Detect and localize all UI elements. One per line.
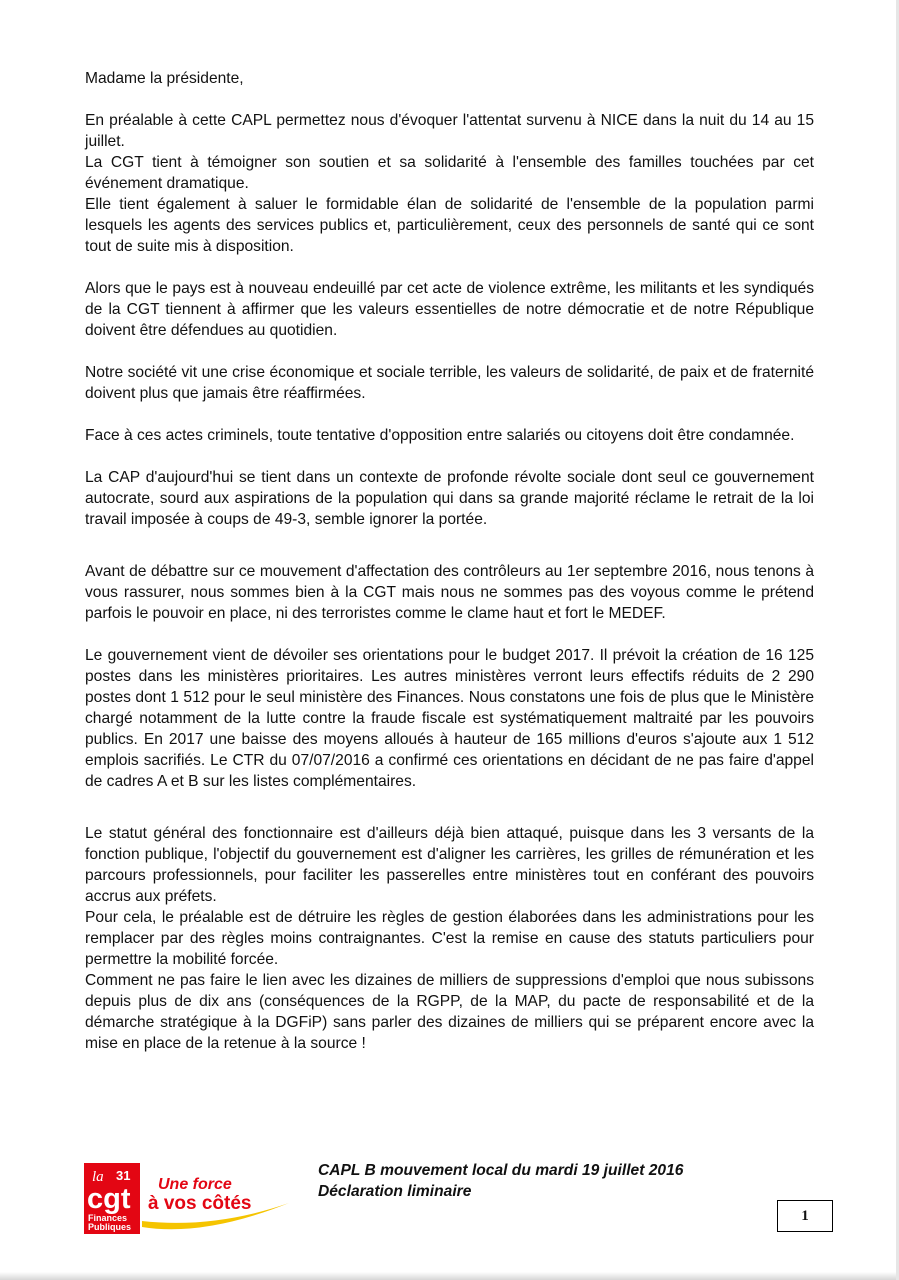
logo-slogan-2: à vos côtés xyxy=(148,1193,252,1214)
logo-badge-main: cgt xyxy=(87,1183,131,1215)
paragraph-6: Face à ces actes criminels, toute tentative d'opposition entre salariés ou citoyens doit être condamnée. xyxy=(85,427,795,444)
paragraph-10: Le statut général des fonctionnaire est d'ailleurs déjà bien attaqué, puisque dans les 3 versants de la fonction publique, l'objectif du gouvernement est d'aligner les carrières, les grilles de rémunération et les parcours professionnels, pour faciliter les passerelles entre ministères tout en conférant des pouvoirs accrus aux préfets. xyxy=(85,825,814,905)
page-bottom-edge xyxy=(0,1272,899,1280)
logo-badge-sub1: Finances xyxy=(88,1213,128,1223)
footer-title-line-2: Déclaration liminaire xyxy=(318,1183,472,1200)
logo-slogan-1: Une force xyxy=(158,1176,232,1193)
paragraph-7: La CAP d'aujourd'hui se tient dans un contexte de profonde révolte sociale dont seul ce gouvernement autocrate, sourd aux aspirations de la population qui dans sa grande majorité réclame le retrait de la loi travail imposée à coups de 49-3, semble ignorer la portée. xyxy=(85,469,814,528)
paragraph-11: Pour cela, le préalable est de détruire les règles de gestion élaborées dans les administrations pour les remplacer par des règles moins contraignantes. C'est la remise en cause des statuts particuliers pour permettre la mobilité forcée. xyxy=(85,909,814,968)
logo-badge-dept: 31 xyxy=(116,1168,131,1183)
paragraph-9: Le gouvernement vient de dévoiler ses orientations pour le budget 2017. Il prévoit la création de 16 125 postes dans les ministères prioritaires. Les autres ministères verront leurs effectifs réduits de 2 290 postes dont 1 512 pour le seul ministère des Finances. Nous constatons une fois de plus que le Ministère chargé notamment de la lutte contre la fraude fiscale est systématiquement maltraité par les pouvoirs publics. En 2017 une baisse des moyens alloués à hauteur de 165 millions d'euros s'ajoute aux 1 512 emplois sacrifiés. Le CTR du 07/07/2016 a confirmé ces orientations en décidant de ne pas faire d'appel de cadres A et B sur les listes complémentaires. xyxy=(85,647,814,790)
paragraph-2: La CGT tient à témoigner son soutien et sa solidarité à l'ensemble des familles touchées par cet événement dramatique. xyxy=(85,154,814,192)
cgt-logo xyxy=(84,1163,299,1235)
paragraph-3: Elle tient également à saluer le formidable élan de solidarité de l'ensemble de la population parmi lesquels les agents des services publics et, particulièrement, ceux des personnels de santé qui ce sont tout de suite mis à disposition. xyxy=(85,196,814,255)
paragraph-5: Notre société vit une crise économique et sociale terrible, les valeurs de solidarité, de paix et de fraternité doivent plus que jamais être réaffirmées. xyxy=(85,364,814,402)
paragraph-1: En préalable à cette CAPL permettez nous d'évoquer l'attentat survenu à NICE dans la nuit du 14 au 15 juillet. xyxy=(85,112,814,150)
letter-body xyxy=(85,68,814,1054)
page-number-box: 1 xyxy=(777,1200,833,1232)
paragraph-12: Comment ne pas faire le lien avec les dizaines de milliers de suppressions d'emploi que nous subissons depuis plus de dix ans (conséquences de la RGPP, de la MAP, du pacte de responsabilité et de la démarche stratégique à la DGFiP) sans parler des dizaines de milliers qui se préparent encore avec la mise en place de la retenue à la source ! xyxy=(85,972,814,1052)
paragraph-4: Alors que le pays est à nouveau endeuillé par cet acte de violence extrême, les militants et les syndiqués de la CGT tiennent à affirmer que les valeurs essentielles de notre démocratie et de notre République doivent être défendues au quotidien. xyxy=(85,280,814,339)
footer-title xyxy=(318,1160,778,1202)
footer-title-line-1: CAPL B mouvement local du mardi 19 juillet 2016 xyxy=(318,1162,684,1179)
salutation: Madame la présidente, xyxy=(85,70,244,87)
logo-badge-sub2: Publiques xyxy=(88,1222,132,1232)
logo-badge-top: la xyxy=(92,1169,104,1185)
paragraph-8: Avant de débattre sur ce mouvement d'affectation des contrôleurs au 1er septembre 2016, nous tenons à vous rassurer, nous sommes bien à la CGT mais nous ne sommes pas des voyous comme le prétend parfois le pouvoir en place, ni des terroristes comme le clame haut et fort le MEDEF. xyxy=(85,563,814,622)
